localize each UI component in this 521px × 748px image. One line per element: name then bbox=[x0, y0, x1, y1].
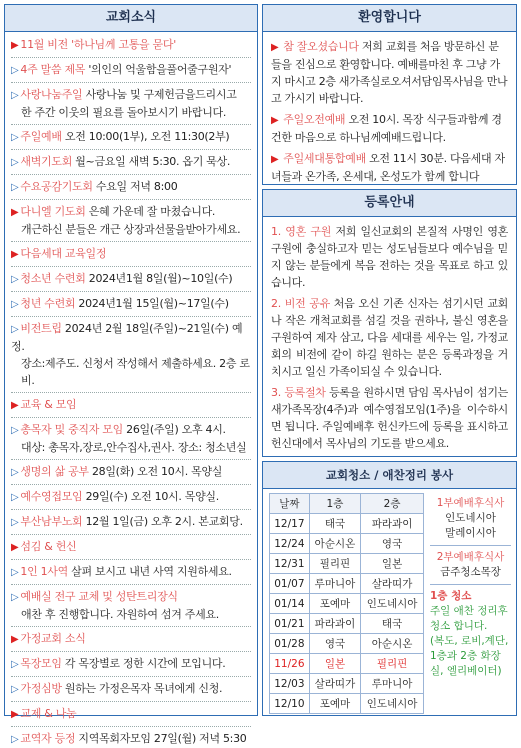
news-item bbox=[11, 124, 251, 146]
item-marker-icon: ▷ bbox=[11, 492, 19, 503]
news-item bbox=[11, 57, 251, 79]
table-row bbox=[270, 514, 424, 534]
news-item-label: 청소년 수련회 bbox=[20, 272, 86, 285]
welcome-item bbox=[271, 111, 508, 146]
news-item-text: 지역목회자모임 27일(월) 저녁 5:30 bbox=[78, 732, 247, 745]
registration-panel bbox=[262, 189, 517, 457]
news-item-label: 예배실 전구 교체 및 성탄트리장식 bbox=[20, 590, 178, 603]
news-item-label: 비전트립 bbox=[20, 322, 62, 335]
table-row bbox=[270, 614, 424, 634]
table-cell: 인도네시아 bbox=[361, 594, 424, 614]
table-cell: 파라과이 bbox=[361, 514, 424, 534]
news-item bbox=[11, 484, 251, 506]
table-header-cell: 1층 bbox=[309, 494, 360, 514]
registration-item-text: 처음 오신 기존 신자는 섬기시던 교회나 작은 개척교회를 섬길 것을 권하나, 불신 영혼을 구원하여 제자 삼고, 다음 세대를 세우는 일, 가정교회의 비전에 같이 하길 원하는 분은 등록과정을 거치시고 일신 가족이되실 수 있습니다. bbox=[271, 297, 509, 378]
welcome-title: 환영합니다 bbox=[263, 5, 516, 32]
welcome-item-label: 주일오전예배 bbox=[283, 113, 346, 126]
table-header-cell: 날짜 bbox=[270, 494, 310, 514]
registration-item bbox=[271, 384, 508, 452]
table-row bbox=[270, 694, 424, 714]
news-item-label: 부산남부노회 bbox=[20, 515, 83, 528]
item-marker-icon: ▷ bbox=[11, 517, 19, 528]
news-item-label: 11월 비전 '하나님께 고통을 묻다' bbox=[20, 38, 176, 51]
bullet-icon: ▶ bbox=[271, 42, 282, 53]
church-news-title: 교회소식 bbox=[5, 5, 257, 32]
news-item bbox=[11, 291, 251, 313]
news-item-text: 28일(화) 오전 10시. 목양실 bbox=[91, 465, 223, 478]
news-item bbox=[11, 417, 251, 456]
item-marker-icon: ▷ bbox=[11, 592, 19, 603]
section-marker-icon: ▶ bbox=[11, 249, 19, 260]
section-marker-icon: ▶ bbox=[11, 542, 19, 553]
news-item bbox=[11, 392, 251, 414]
news-item-label: 예수영접모임 bbox=[20, 490, 83, 503]
cleaning-schedule-table bbox=[269, 493, 424, 714]
registration-body bbox=[263, 217, 516, 462]
first-service-meal-line-2: 말레이시아 bbox=[445, 527, 496, 539]
registration-title: 등록안내 bbox=[263, 190, 516, 217]
table-cell: 12/03 bbox=[270, 674, 310, 694]
table-cell: 12/17 bbox=[270, 514, 310, 534]
item-marker-icon: ▷ bbox=[11, 467, 19, 478]
item-marker-icon: ▷ bbox=[11, 659, 19, 670]
table-cell: 파라과이 bbox=[309, 614, 360, 634]
news-item-label: 교제 & 나눔 bbox=[20, 707, 77, 720]
news-item bbox=[11, 241, 251, 263]
news-item bbox=[11, 651, 251, 673]
welcome-item bbox=[271, 150, 508, 185]
news-item-text: 살펴 보시고 내년 사역 지원하세요. bbox=[71, 565, 232, 578]
news-item-label: 가정심방 bbox=[20, 682, 62, 695]
table-cell: 12/24 bbox=[270, 534, 310, 554]
table-body bbox=[270, 514, 424, 714]
news-item bbox=[11, 726, 251, 748]
news-item bbox=[11, 459, 251, 481]
news-item-text: 26일(주일) 오후 4시. bbox=[126, 423, 226, 436]
table-cell: 12/10 bbox=[270, 694, 310, 714]
news-item-detail: 한 주간 이웃의 필요를 돌아보시기 바랍니다. bbox=[21, 106, 227, 119]
table-cell: 포예마 bbox=[309, 594, 360, 614]
news-item-text: 29일(수) 오전 10시. 목양실. bbox=[85, 490, 219, 503]
news-item bbox=[11, 584, 251, 623]
welcome-item-text: 저희 교회를 처음 방문하신 분들을 진심으로 환영합니다. 예배를마친 후 그냥 가지 마시고 2층 새가족실로오셔서담임목사님을 만나고 가시기 바랍니다. bbox=[271, 40, 508, 105]
news-item-text: 원하는 가정은목자 목녀에게 신청. bbox=[64, 682, 223, 695]
welcome-panel bbox=[262, 4, 517, 185]
news-item bbox=[11, 559, 251, 581]
news-item-label: 사랑나눔주일 bbox=[20, 88, 83, 101]
news-item-text: 12월 1일(금) 오후 2시. 본교회당. bbox=[85, 515, 243, 528]
news-item-detail: 애찬 후 진행합니다. 자원하여 섬겨 주세요. bbox=[21, 608, 219, 621]
registration-item-label: 1. 영혼 구원 bbox=[271, 225, 332, 238]
table-cell: 아순시온 bbox=[361, 634, 424, 654]
news-item-label: 새벽기도회 bbox=[20, 155, 73, 168]
church-news-panel bbox=[4, 4, 258, 745]
section-marker-icon: ▶ bbox=[11, 709, 19, 720]
news-item bbox=[11, 199, 251, 238]
item-marker-icon: ▷ bbox=[11, 182, 19, 193]
table-cell: 태국 bbox=[361, 614, 424, 634]
bullet-icon: ▶ bbox=[271, 115, 282, 126]
second-service-meal-title: 2부예배후식사 bbox=[436, 551, 505, 563]
cleaning-panel bbox=[262, 461, 517, 716]
news-item-label: 4주 말씀 제목 bbox=[20, 63, 86, 76]
item-marker-icon: ▷ bbox=[11, 299, 19, 310]
news-item-text: 2024년1월 8일(월)~10일(수) bbox=[88, 272, 233, 285]
registration-item-text: 저희 일신교회의 본질적 사명인 영혼구원에 충실하고자 믿는 성도님들보다 예수님을 믿지 않는 분들에게 복음 전하는 것을 목표로 하고 있습니다. bbox=[271, 225, 508, 289]
welcome-item bbox=[271, 38, 508, 107]
table-cell: 태국 bbox=[309, 514, 360, 534]
table-row bbox=[270, 654, 424, 674]
bullet-icon: ▶ bbox=[271, 154, 282, 165]
welcome-body bbox=[263, 32, 516, 195]
registration-item-text: 등록을 원하시면 담임 목사님이 섬기는 새가족목장(4주)과 예수영접모임(1주)을 이수하시면 됩니다. 주일예배후 헌신카드에 등록을 표시하고 헌신대에서 목사님의 기도를 받으세요. bbox=[271, 386, 508, 450]
table-cell: 01/21 bbox=[270, 614, 310, 634]
news-item-label: 교역자 등정 bbox=[20, 732, 76, 745]
table-row bbox=[270, 554, 424, 574]
item-marker-icon: ▷ bbox=[11, 65, 19, 76]
news-item-label: 다음세대 교육일정 bbox=[20, 247, 107, 260]
right-column bbox=[262, 4, 517, 716]
table-cell: 아순시온 bbox=[309, 534, 360, 554]
table-row bbox=[270, 534, 424, 554]
news-item-text: 은혜 가운데 잘 마쳤습니다. bbox=[88, 205, 216, 218]
first-service-meal-title: 1부예배후식사 bbox=[436, 497, 505, 509]
table-cell: 루마니아 bbox=[361, 674, 424, 694]
news-item-text: 수요일 저녁 8:00 bbox=[95, 180, 178, 193]
news-item bbox=[11, 174, 251, 196]
news-item-text: 각 목장별로 정한 시간에 모입니다. bbox=[64, 657, 226, 670]
news-item-text: 2024년1월 15일(월)~17일(수) bbox=[78, 297, 229, 310]
news-item bbox=[11, 509, 251, 531]
church-news-list bbox=[5, 32, 257, 748]
news-item bbox=[11, 36, 251, 54]
news-item-label: 수요공감기도회 bbox=[20, 180, 93, 193]
table-cell: 일본 bbox=[361, 554, 424, 574]
item-marker-icon: ▷ bbox=[11, 274, 19, 285]
item-marker-icon: ▷ bbox=[11, 684, 19, 695]
welcome-item-text: 오전 10시. 목장 식구들과함께 경건한 마음으로 하나님께예배드립니다. bbox=[271, 113, 502, 144]
item-marker-icon: ▷ bbox=[11, 157, 19, 168]
section-marker-icon: ▶ bbox=[11, 207, 19, 218]
news-item-label: 주일예배 bbox=[20, 130, 62, 143]
welcome-item-text: 오전 11시 30분. 다음세대 자녀들과 온가족, 온세대, 온성도가 함께 합니다 bbox=[271, 152, 505, 183]
news-item-label: 생명의 삶 공부 bbox=[20, 465, 89, 478]
item-marker-icon: ▷ bbox=[11, 425, 19, 436]
table-row bbox=[270, 574, 424, 594]
news-item-detail: 대상: 총목자,장로,안수집사,권사. 장소: 청소년실 bbox=[21, 441, 247, 454]
registration-item bbox=[271, 223, 508, 291]
item-marker-icon: ▷ bbox=[11, 734, 19, 745]
table-row bbox=[270, 634, 424, 654]
table-header-row bbox=[270, 494, 424, 514]
table-cell: 살라띠가 bbox=[361, 574, 424, 594]
news-item-detail: 개근하신 분들은 개근 상장과선물을받아가세요. bbox=[21, 223, 241, 236]
news-item-detail: 장소:제주도. 신청서 작성해서 제출하세요. 2층 로비. bbox=[21, 357, 250, 387]
welcome-item-label: 참 잘오셨습니다 bbox=[283, 40, 359, 53]
news-item-text: '의인의 억울함을풀어줄구원자' bbox=[88, 63, 232, 76]
welcome-item-label: 주일세대통합예배 bbox=[283, 152, 366, 165]
table-cell: 01/28 bbox=[270, 634, 310, 654]
news-item-label: 목장모임 bbox=[20, 657, 62, 670]
table-cell: 01/14 bbox=[270, 594, 310, 614]
news-item-text: 2024년 2월 18일(주일)~21일(수) 예정. bbox=[11, 322, 243, 353]
news-item bbox=[11, 626, 251, 648]
table-cell: 일본 bbox=[309, 654, 360, 674]
table-cell: 살라띠가 bbox=[309, 674, 360, 694]
news-item-label: 총목자 및 중직자 모임 bbox=[20, 423, 123, 436]
table-cell: 01/07 bbox=[270, 574, 310, 594]
item-marker-icon: ▷ bbox=[11, 567, 19, 578]
news-item bbox=[11, 82, 251, 121]
section-marker-icon: ▶ bbox=[11, 400, 19, 411]
news-item-label: 1인 1사역 bbox=[20, 565, 68, 578]
meal-info bbox=[428, 493, 513, 714]
item-marker-icon: ▷ bbox=[11, 90, 19, 101]
table-row bbox=[270, 594, 424, 614]
news-item bbox=[11, 534, 251, 556]
news-item-label: 교육 & 모임 bbox=[20, 398, 77, 411]
table-cell: 11/26 bbox=[270, 654, 310, 674]
news-item-label: 다니엘 기도회 bbox=[20, 205, 86, 218]
news-item bbox=[11, 316, 251, 389]
news-item-text: 월~금요일 새벽 5:30. 옵기 묵상. bbox=[75, 155, 231, 168]
registration-item bbox=[271, 295, 508, 380]
item-marker-icon: ▷ bbox=[11, 324, 19, 335]
table-cell: 12/31 bbox=[270, 554, 310, 574]
news-item bbox=[11, 266, 251, 288]
news-item-text: 오전 10:00(1부), 오전 11:30(2부) bbox=[64, 130, 230, 143]
cleaning-note-detail: (복도, 로비,계단, 1층과 2층 화장실, 엘리베이터) bbox=[430, 635, 509, 677]
section-marker-icon: ▶ bbox=[11, 40, 19, 51]
table-cell: 포예마 bbox=[309, 694, 360, 714]
item-marker-icon: ▷ bbox=[11, 132, 19, 143]
table-cell: 필리핀 bbox=[309, 554, 360, 574]
table-header-cell: 2층 bbox=[361, 494, 424, 514]
news-item-label: 가정교회 소식 bbox=[20, 632, 86, 645]
news-item bbox=[11, 676, 251, 698]
second-service-meal-line: 금주청소목장 bbox=[440, 566, 501, 578]
cleaning-note-title: 1층 청소 bbox=[430, 590, 472, 602]
news-item bbox=[11, 149, 251, 171]
cleaning-note-text: 주일 애찬 정리후 청소 합니다. bbox=[430, 605, 508, 632]
section-marker-icon: ▶ bbox=[11, 634, 19, 645]
news-item-text: 사랑나눔 및 구제헌금을드리시고 bbox=[85, 88, 237, 101]
registration-item-label: 3. 등록절차 bbox=[271, 386, 326, 399]
table-row bbox=[270, 674, 424, 694]
table-cell: 인도네시아 bbox=[361, 694, 424, 714]
cleaning-title: 교회청소 / 애찬정리 봉사 bbox=[263, 462, 516, 489]
news-item-label: 청년 수련회 bbox=[20, 297, 76, 310]
table-cell: 루마니아 bbox=[309, 574, 360, 594]
registration-item-label: 2. 비전 공유 bbox=[271, 297, 330, 310]
table-cell: 필리핀 bbox=[361, 654, 424, 674]
news-item-label: 섬김 & 헌신 bbox=[20, 540, 77, 553]
table-cell: 영국 bbox=[309, 634, 360, 654]
table-cell: 영국 bbox=[361, 534, 424, 554]
first-service-meal-line-1: 인도네시아 bbox=[445, 512, 496, 524]
